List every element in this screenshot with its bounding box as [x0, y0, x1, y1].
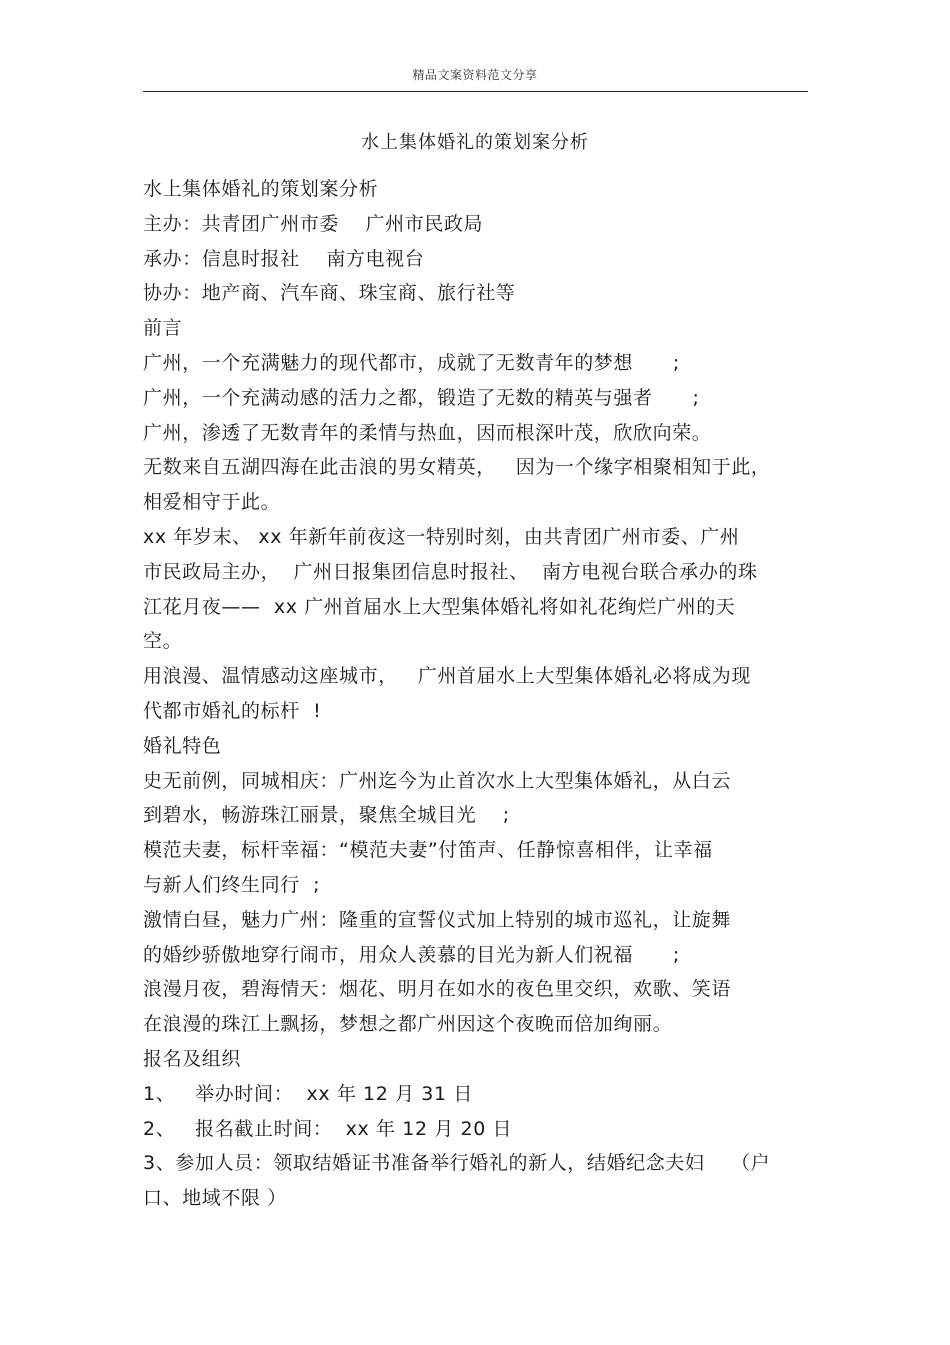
body-line: xx 年岁末、 xx 年新年前夜这一特别时刻，由共青团广州市委、广州 [143, 525, 740, 548]
body-line: 市民政局主办， 广州日报集团信息时报社、 南方电视台联合承办的珠 [143, 560, 758, 583]
body-line: 在浪漫的珠江上飘扬，梦想之都广州因这个夜晚而倍加绚丽。 [143, 1013, 673, 1036]
body-line: 相爱相守于此。 [143, 491, 281, 514]
body-line: 用浪漫、温情感动这座城市， 广州首届水上大型集体婚礼必将成为现 [143, 665, 751, 688]
body-line-subtitle: 水上集体婚礼的策划案分析 [143, 178, 379, 200]
list-item: 3、参加人员：领取结婚证书准备举行婚礼的新人，结婚纪念夫妇 （户 [143, 1152, 771, 1175]
body-line: 到碧水，畅游珠江丽景，聚焦全城目光 ; [143, 804, 510, 827]
page-header: 精品文案资料范文分享 [412, 68, 538, 82]
body-line: 与新人们终生同行 ; [143, 873, 321, 896]
body-line-assistant-organizer: 协办：地产商、汽车商、珠宝商、旅行社等 [143, 282, 516, 305]
body-line: 的婚纱骄傲地穿行闹市，用众人羡慕的目光为新人们祝福 ; [143, 943, 680, 966]
body-line: 模范夫妻，标杆幸福：“模范夫妻”付笛声、任静惊喜相伴，让幸福 [143, 839, 713, 862]
body-line: 广州，渗透了无数青年的柔情与热血，因而根深叶茂，欣欣向荣。 [143, 421, 712, 444]
document-title: 水上集体婚礼的策划案分析 [361, 132, 589, 153]
body-line: 浪漫月夜，碧海情天：烟花、明月在如水的夜色里交织，欢歌、笑语 [143, 978, 732, 1001]
section-heading-wedding-features: 婚礼特色 [143, 734, 222, 757]
body-line-co-organizer: 承办：信息时报社 南方电视台 [143, 247, 425, 270]
list-item-continuation: 口、地域不限 ） [143, 1187, 287, 1210]
section-heading-preface: 前言 [143, 317, 183, 340]
document-body [143, 172, 808, 1216]
header-divider [143, 91, 808, 92]
body-line: 史无前例，同城相庆：广州迄今为止首次水上大型集体婚礼，从白云 [143, 769, 732, 792]
body-line: 广州，一个充满动感的活力之都，锻造了无数的精英与强者 ; [143, 386, 700, 409]
body-line-organizer: 主办：共青团广州市委 广州市民政局 [143, 212, 484, 235]
section-heading-registration: 报名及组织 [143, 1047, 242, 1070]
body-line: 江花月夜—— xx 广州首届水上大型集体婚礼将如礼花绚烂广州的天 [143, 595, 736, 618]
body-line: 广州，一个充满魅力的现代都市，成就了无数青年的梦想 ; [143, 351, 680, 374]
list-item: 2、 报名截止时间： xx 年 12 月 20 日 [143, 1117, 513, 1140]
body-line: 空。 [143, 630, 183, 653]
body-line: 代都市婚礼的标杆 ! [143, 699, 322, 722]
body-line: 无数来自五湖四海在此击浪的男女精英， 因为一个缘字相聚相知于此， [143, 456, 771, 479]
list-item: 1、 举办时间： xx 年 12 月 31 日 [143, 1082, 473, 1105]
body-line: 激情白昼，魅力广州：隆重的宣誓仪式加上特别的城市巡礼，让旋舞 [143, 908, 732, 931]
